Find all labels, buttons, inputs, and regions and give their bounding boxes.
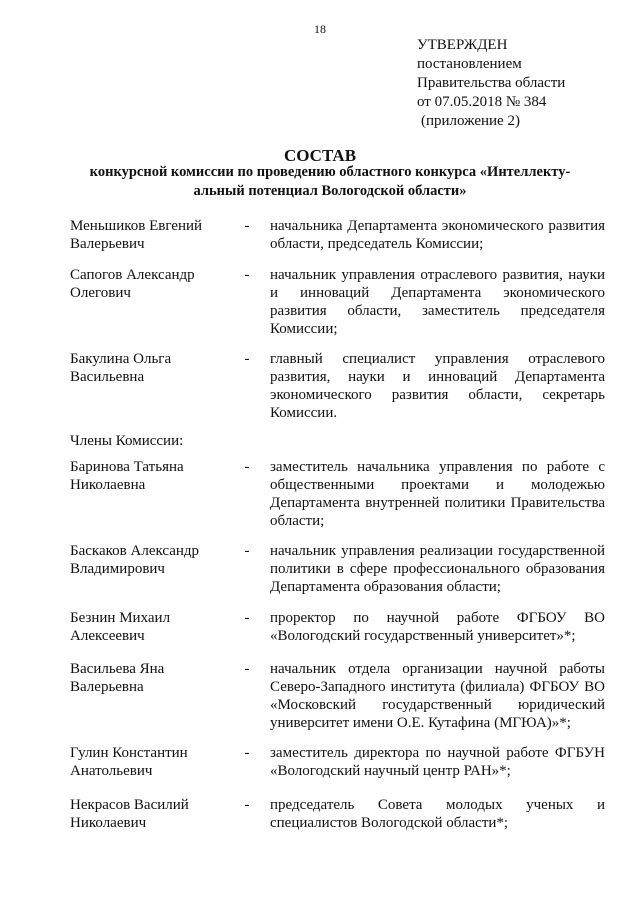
person-role: заместитель начальника управления по работе с общественными проектами и молодежью Департамента внутренней политики Правительства области; bbox=[270, 459, 605, 529]
person-role: начальник управления отраслевого развития, науки и инноваций Департамента экономического развития области, заместитель председателя Комиссии; bbox=[270, 267, 605, 337]
document-title: СОСТАВ bbox=[283, 146, 357, 165]
person-name: Васильева Яна Валерьевна bbox=[70, 661, 165, 695]
person-role: начальника Департамента экономического развития области, председатель Комиссии; bbox=[270, 218, 605, 252]
dash-separator: - bbox=[244, 267, 250, 283]
dash-separator: - bbox=[244, 661, 250, 677]
person-role: начальник отдела организации научной работы Северо-Западного института (филиала) ФГБОУ ВО «Московский государственный юридический университет имени О.Е. Кутафина (МГЮА)»*; bbox=[270, 661, 605, 731]
person-name: Меньшиков Евгений Валерьевич bbox=[70, 218, 203, 252]
approval-line: Правительства области bbox=[417, 75, 566, 91]
dash-separator: - bbox=[244, 459, 250, 475]
subtitle-line: альный потенциал Вологодской области» bbox=[193, 183, 467, 199]
person-role: начальник управления реализации государственной политики в сфере профессионального образования Департамента образования области; bbox=[270, 543, 605, 595]
person-name: Сапогов Александр Олегович bbox=[70, 267, 195, 301]
person-name: Баскаков Александр Владимирович bbox=[70, 543, 200, 577]
document-subtitle bbox=[80, 163, 580, 201]
page-number: 18 bbox=[314, 22, 326, 36]
dash-separator: - bbox=[244, 745, 250, 761]
dash-separator: - bbox=[244, 218, 250, 234]
approval-line: постановлением bbox=[417, 56, 522, 72]
person-name: Некрасов Василий Николаевич bbox=[70, 797, 189, 831]
dash-separator: - bbox=[244, 610, 250, 626]
members-heading: Члены Комиссии: bbox=[70, 433, 184, 449]
subtitle-line: конкурсной комиссии по проведению областного конкурса «Интеллекту- bbox=[89, 164, 571, 180]
person-role: заместитель директора по научной работе ФГБУН «Вологодский научный центр РАН»*; bbox=[270, 745, 605, 779]
person-role: проректор по научной работе ФГБОУ ВО «Вологодский государственный университет»*; bbox=[270, 610, 605, 644]
person-name: Баринова Татьяна Николаевна bbox=[70, 459, 184, 493]
person-name: Гулин Константин Анатольевич bbox=[70, 745, 188, 779]
person-role: главный специалист управления отраслевого развития, науки и инноваций Департамента экономического развития области, секретарь Комиссии. bbox=[270, 351, 605, 421]
person-name: Бакулина Ольга Васильевна bbox=[70, 351, 172, 385]
approval-appendix: (приложение 2) bbox=[421, 113, 520, 129]
person-name: Безнин Михаил Алексеевич bbox=[70, 610, 171, 644]
dash-separator: - bbox=[244, 351, 250, 367]
person-role: председатель Совета молодых ученых и специалистов Вологодской области*; bbox=[270, 797, 605, 831]
dash-separator: - bbox=[244, 797, 250, 813]
approval-stamp bbox=[417, 36, 565, 131]
dash-separator: - bbox=[244, 543, 250, 559]
approval-line: от 07.05.2018 № 384 bbox=[417, 94, 547, 110]
approval-line: УТВЕРЖДЕН bbox=[417, 37, 508, 53]
